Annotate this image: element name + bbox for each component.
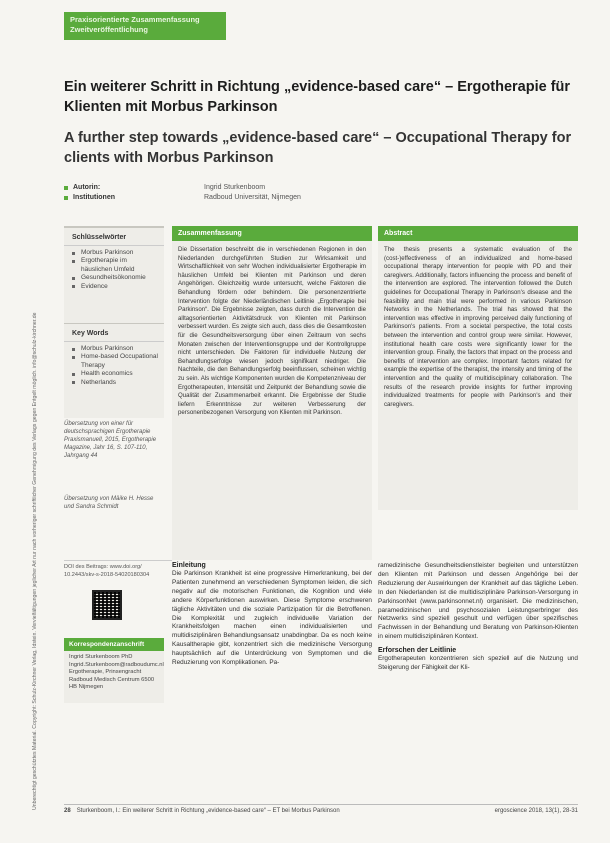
footer-left	[64, 808, 340, 816]
body-column-right	[378, 562, 578, 673]
keyword-item: Home-based Occupational Therapy	[72, 353, 158, 370]
article-title-de: Ein weiterer Schritt in Richtung „evidence-based care“ – Ergotherapie für Klienten mit Morbus Parkinson	[64, 79, 571, 115]
keyword-item: Ergotherapie im häuslichen Umfeld	[72, 257, 158, 274]
doi-number: 10.2443/skv-s-2018-54020180304	[64, 571, 150, 578]
continued-paragraph: ramedizinische Gesundheitsdienstleister begleiten und unterstützen den Klienten mit Parkinson und dessen Angehörige bei der Reduzierung der Auswirkungen der Krankheit auf das tägliche Leben. In den Niederlanden ist die multidisziplinäre Parkinson-Versorgung in ParkinsonNet (www.parkinsonnet.nl) organisiert. Die medizinischen, paramedizinischen und psychosozialen Leistungserbringer des Netzwerks sind speziell geschult und verfügen über spezifisches Fachwissen in der Behandlung und Beratung von Parkinson-Klienten in einem multidisziplinären Kontext.	[378, 562, 578, 641]
abstract-en-box	[378, 226, 578, 510]
keywords-en-heading: Key Words	[64, 324, 164, 342]
institution-label: Institutionen	[64, 193, 204, 203]
translation-note: Übersetzung von Mäike H. Hesse und Sandra Schmidt	[64, 496, 154, 510]
keywords-de-heading: Schlüsselwörter	[64, 228, 164, 246]
correspondence-heading: Korrespondenzanschrift	[64, 638, 164, 651]
doi-info	[64, 560, 172, 579]
abstract-text: The thesis presents a systematic evaluation of the (cost-)effectiveness of an individualized and home-based occupational therapy intervention for people with PD and their caregivers. Additionally, factors influencing the process and benefit of the intervention are explored. The intervention followed the Dutch guidelines for Occupational Therapy in Parkinson's disease and the feasibility and main trial were performed in various Parkinson Networks in the Netherlands. The trial has showed that the intervention was effective in improving perceived daily functioning of Parkinson's patients. From a societal perspective, the total costs between the intervention and control group were similar. However, institutional health care costs were significantly lower for the intervention group. Finally, the factors that impact on the process and benefits of intervention are complex. Important factors related for example the expertise of the therapist, the intensity and timing of the intervention and the quality of multidisciplinary collaboration. The results of the research provide insights for further improving individualized treatments for people with Parkinson's and their caregivers.	[384, 246, 572, 408]
intro-paragraph: Die Parkinson Krankheit ist eine progressive Hirnerkrankung, bei der Patienten zunehmend an verschiedenen Symptomen leiden, die sich negativ auf die motorischen Funktionen, die Kognition und viele andere Körperfunktionen auswirken. Diese Symptome erschweren tägliche Aktivitäten und die soziale Partizipation für die Betroffenen. Die Komplexität und zugleich individuelle Variation der Krankheitsfolgen machen einen individualisierten und multidisziplinären Behandlungsansatz unabdingbar. Da es noch keine Kausaltherapie gibt, konzentriert sich die medizinische Versorgung hauptsächlich auf die Unterdrückung von Symptomen und die Reduzierung von Komplikationen. Pa-	[172, 570, 372, 667]
body-column-left	[172, 562, 372, 668]
institution-name: Radboud Universität, Nijmegen	[204, 194, 301, 201]
article-title-en: A further step towards „evidence-based care“ – Occupational Therapy for clients with Morbus Parkinson	[64, 130, 572, 166]
summary-de-heading: Zusammenfassung	[172, 226, 372, 241]
category-line: Praxisorientierte Zusammenfassung	[70, 15, 200, 24]
copyright-margin-note: Unberechtigt geschütztes Material. Copyright: Schulz-Kirchner Verlag, Idstein. Vervielfältigungen jeglicher Art nur nach vorheriger schriftlicher Genehmigung des Verlags gegen Entgelt möglich. info@schulz-kirchner.de	[32, 312, 38, 810]
journal-reference: ergoscience 2018, 13(1), 28-31	[494, 808, 578, 814]
keyword-item: Netherlands	[72, 379, 158, 387]
keywords-de-box	[64, 226, 164, 326]
guideline-paragraph: Ergotherapeuten konzentrieren sich speziell auf die Nutzung und Steigerung der Fähigkeit der Kli-	[378, 655, 578, 672]
keywords-en-box	[64, 323, 164, 418]
author-label: Autorin:	[64, 183, 204, 193]
summary-de-text: Die Dissertation beschreibt die in verschiedenen Regionen in den Niederlanden durchgeführten Studien zur Wirksamkeit und Wirtschaftlichkeit von sehr Wochen individualisierter Ergotherapie im häuslichen Umfeld bei Klienten mit Parkinson und deren Angehörigen. Gleichzeitig wurde untersucht, welche Faktoren die Behandlung fördern oder behindern. Die personenzentrierte Intervention folgte der Niederländischen Leitlinie „Ergotherapie bei Parkinson“. Die Ergebnisse zeigten, dass durch die Intervention die alltagsorientierten Aktivitätsdruck von Klienten mit Parkinson verbessert wurden. Es zeigte sich auch, dass dies die Gesamtkosten für die Gesundheitsversorgung über einen Zeitraum von sechs Monaten zwischen der Interventionsgruppe und der Kontrollgruppe nicht unterschieden. Die Faktoren für individuelle Nutzung der Behandlungserfolge wiesen jedoch signifikant niedriger. Die Nachteile, die den Behandlungserfolg beeinflussen, scheinen wichtig zu sein. Als wichtige Komponenten wurden die Kompetenzniveau der Ergotherapeuten, Intensität und Zeitpunkt der Behandlung sowie die Qualität der Zusammenarbeit erkannt. Die Ergebnisse der Studie liefern Erkenntnisse zur weiteren Verbesserung der personenbezogenen Versorgung von Klienten mit Parkinson.	[178, 246, 366, 417]
qr-code-icon	[92, 590, 122, 620]
first-publication-note: Übersetzung von einer für deutschsprachigen Ergotherapie Praxismanuell, 2015, Ergotherapie Magazine, Jahr 16, S. 107-110, Jahrgang 44	[64, 421, 157, 459]
section-heading-intro: Einleitung	[172, 562, 206, 569]
correspondence-box	[64, 638, 164, 703]
doi-line: DOI des Beitrags: www.doi.org/	[64, 564, 142, 570]
article-category-tag	[64, 12, 226, 40]
footer-citation: Sturkenboom, I.: Ein weiterer Schritt in Richtung „evidence-based care“ – ET bei Morbus Parkinson	[76, 808, 340, 814]
keyword-item: Morbus Parkinson	[72, 345, 158, 353]
page-footer	[64, 804, 578, 816]
keyword-item: Evidence	[72, 283, 158, 291]
section-heading-guideline: Erforschen der Leitlinie	[378, 647, 457, 655]
keyword-item: Gesundheitsökonomie	[72, 274, 158, 282]
author-meta	[64, 183, 484, 203]
page-number: 28	[64, 808, 71, 814]
category-line-secondary: Zweitveröffentlichung	[70, 25, 148, 34]
summary-de-box	[172, 226, 372, 560]
abstract-heading: Abstract	[378, 226, 578, 241]
keyword-item: Morbus Parkinson	[72, 249, 158, 257]
author-name: Ingrid Sturkenboom	[204, 184, 266, 191]
correspondence-address: Ingrid Sturkenboom PhD Ingrid.Sturkenboom@radboudumc.nl Ergotherapie, Prinsengracht Radboud Medisch Centrum 6500 HB Nijmegen	[69, 654, 164, 690]
keyword-item: Health economics	[72, 370, 158, 378]
